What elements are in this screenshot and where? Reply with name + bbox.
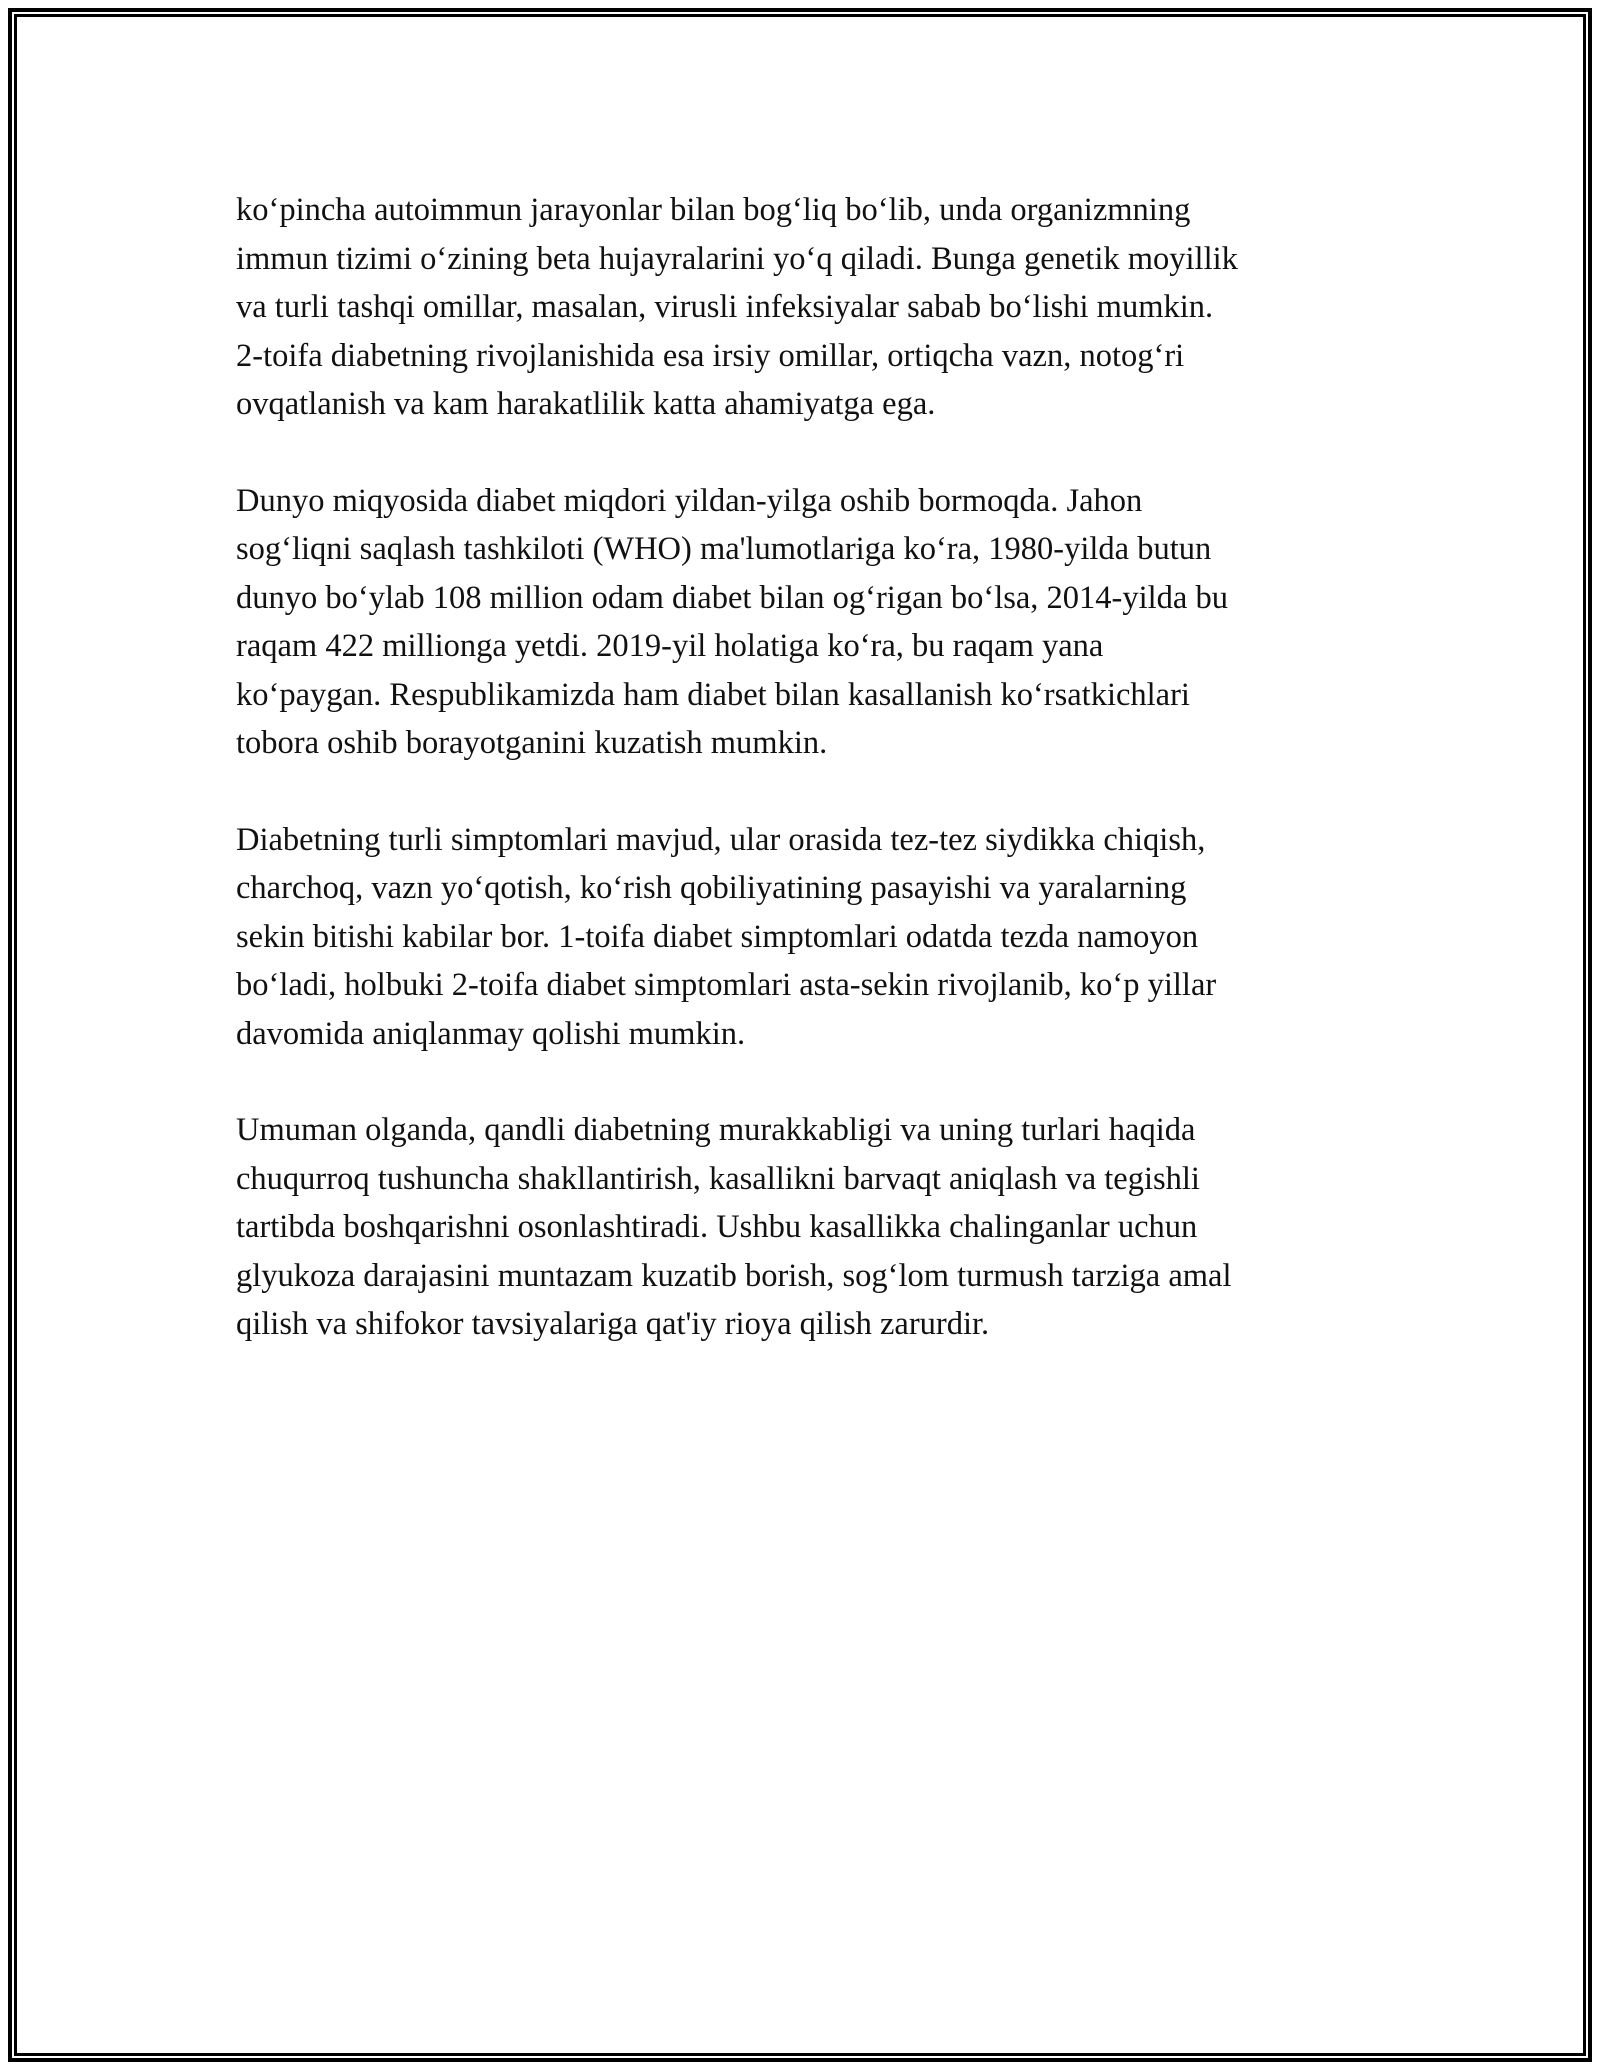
text-line: bo‘ladi, holbuki 2-toifa diabet simptomlari asta-sekin rivojlanib, ko‘p yillar bbox=[236, 967, 1217, 1003]
paragraph-2 bbox=[236, 477, 1376, 768]
text-line: qilish va shifokor tavsiyalariga qat'iy rioya qilish zarurdir. bbox=[236, 1306, 990, 1342]
text-line: Dunyo miqyosida diabet miqdori yildan-yilga oshib bormoqda. Jahon bbox=[236, 482, 1143, 519]
text-line: immun tizimi o‘zining beta hujayralarini yo‘q qiladi. Bunga genetik moyillik bbox=[236, 240, 1238, 277]
text-line: va turli tashqi omillar, masalan, virusli infeksiyalar sabab bo‘lishi mumkin. bbox=[236, 289, 1214, 325]
text-line: charchoq, vazn yo‘qotish, ko‘rish qobiliyatining pasayishi va yaralarning bbox=[236, 870, 1187, 906]
paragraph-1 bbox=[236, 186, 1376, 429]
text-line: chuqurroq tushuncha shakllantirish, kasallikni barvaqt aniqlash va tegishli bbox=[236, 1160, 1200, 1197]
text-line: sog‘liqni saqlash tashkiloti (WHO) ma'lumotlariga ko‘ra, 1980-yilda butun bbox=[236, 531, 1212, 567]
text-line: tobora oshib borayotganini kuzatish mumkin. bbox=[236, 725, 828, 761]
text-line: glyukoza darajasini muntazam kuzatib borish, sog‘lom turmush tarziga amal bbox=[236, 1257, 1232, 1294]
text-line: raqam 422 millionga yetdi. 2019-yil holatiga ko‘ra, bu raqam yana bbox=[236, 628, 1104, 664]
paragraph-3 bbox=[236, 816, 1376, 1059]
text-line: ko‘pincha autoimmun jarayonlar bilan bog‘liq bo‘lib, unda organizmning bbox=[236, 192, 1191, 228]
text-line: ko‘paygan. Respublikamizda ham diabet bilan kasallanish ko‘rsatkichlari bbox=[236, 676, 1190, 713]
text-line: 2-toifa diabetning rivojlanishida esa irsiy omillar, ortiqcha vazn, notog‘ri bbox=[236, 337, 1185, 374]
text-line: Umuman olganda, qandli diabetning murakkabligi va uning turlari haqida bbox=[236, 1112, 1196, 1148]
text-line: tartibda boshqarishni osonlashtiradi. Ushbu kasallikka chalinganlar uchun bbox=[236, 1209, 1198, 1245]
text-line: dunyo bo‘ylab 108 million odam diabet bilan og‘rigan bo‘lsa, 2014-yilda bu bbox=[236, 579, 1228, 616]
paragraph-4 bbox=[236, 1106, 1376, 1349]
text-line: sekin bitishi kabilar bor. 1-toifa diabet simptomlari odatda tezda namoyon bbox=[236, 918, 1199, 955]
document-body bbox=[236, 186, 1376, 1397]
text-line: Diabetning turli simptomlari mavjud, ular orasida tez-tez siydikka chiqish, bbox=[236, 821, 1206, 858]
text-line: davomida aniqlanmay qolishi mumkin. bbox=[236, 1015, 746, 1052]
text-line: ovqatlanish va kam harakatlilik katta ahamiyatga ega. bbox=[236, 386, 936, 422]
